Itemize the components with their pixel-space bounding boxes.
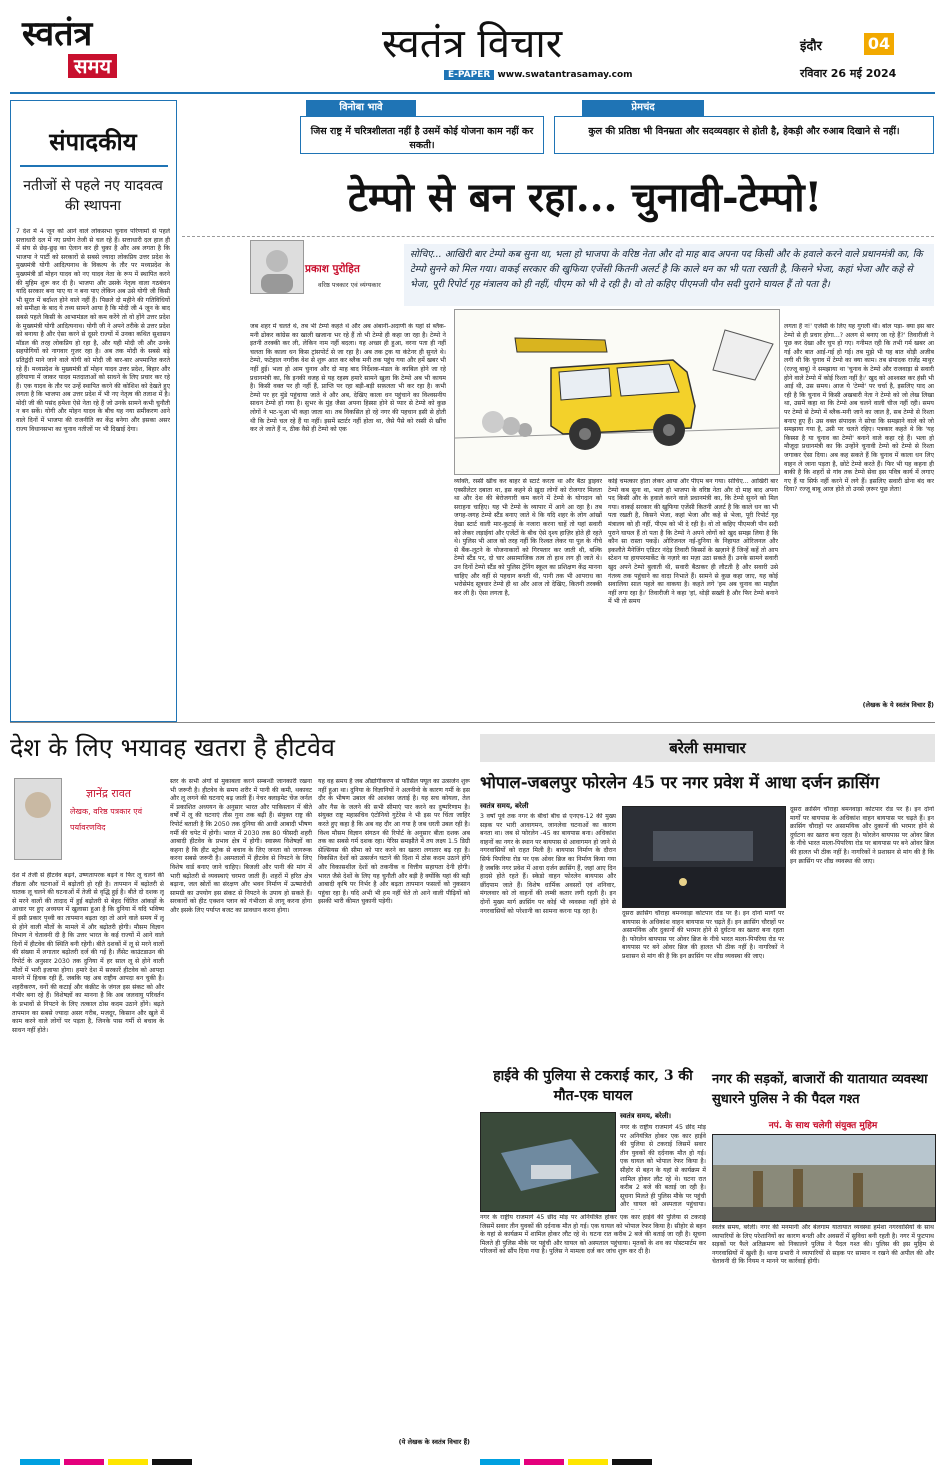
accident-body-more: नगर के राष्ट्रीय राजमार्ग 45 छींद मोड़ पर अनियंत्रित होकर एक कार हाईवे की पुलिया से टकराई जिसमें सवार तीन युवकों की दर्दनाक मौत हो गई। एक घायल को भोपाल रेफर किया है। सीहोर से बहन के यहां से कार्यक्रम में शामिल होकर लौट रहे थे। घटना रात करीब 2 बजे की बताई जा रही है। सूचना मिलते ही पुलिस मौके पर पहुंची और घायल को अस्पताल पहुंचाया। मृतकों के शव का पोस्टमार्टम कर परिजनों को सौंप दिया गया है। पुलिस ने मामला दर्ज कर जांच शुरू कर दी है। <box>480 1214 706 1256</box>
lead-headline: टेम्पो से बन रहा... चुनावी-टेम्पो! <box>347 174 823 221</box>
car-crash-image-icon <box>481 1113 615 1211</box>
heatwave-author-photo <box>14 778 62 860</box>
quote-text-1: जिस राष्ट्र में चरित्रशीलता नहीं है उसमें कोई योजना काम नहीं कर सकती। <box>300 116 544 154</box>
heatwave-author-role: लेखक, वरिष्ठ पत्रकार एवं पर्यावरणविद <box>70 807 143 832</box>
bareilly-lead-body-3: दूसरा क्रासिंग चौराहा बमनवाड़ा कोटपार रोड पर है। इन दोनों मार्गों पर बायपास के अधिकांश वाहन बायपास पर चढ़ते हैं। इन क्रासिंग चौराहों पर असामयिक और दुकानों की भरमार होने से दुर्घटना का खतरा बना रहता है। फोरलेन बायपास पर ओवर ब्रिज के नीचे भारत माला-पिपरिया रोड पर बायपास पर बने ओवर ब्रिज की हालत भी ठीक नहीं है। नागरिकों ने प्रशासन से मांग की है कि इन क्रासिंग पर शीघ्र व्यवस्था की जाए। <box>790 806 934 865</box>
traffic-body: स्वतंत्र समय, बरेली। नगर की मनमानी और बेलगाम यातायात व्यवस्था हमेशा नगरवासियों के साथ व्यापारियों के लिए परेशानियों का कारण बनती और अवसरों में सुविधा बनी रहती है। नगर में फुटपाथ सड़कों पर फैले अतिक्रमण को निकालने पुलिस ने पैदल गश्त की। पुलिस की इस मुहिम से नगरवासियों में खुशी है। थाना प्रभारी ने व्यापारियों से सड़क पर सामान न रखने की अपील की और चेतावनी दी कि नियम न मानने पर कार्रवाई होगी। <box>712 1224 934 1266</box>
section-divider <box>10 722 935 723</box>
newspaper-logo <box>22 14 142 89</box>
traffic-headline: नगर की सड़कों, बाजारों की यातायात व्यवस्था सुधारने पुलिस ने की पैदल गश्त <box>712 1072 928 1107</box>
heatwave-column-3: यह वह समय है जब औद्योगीकरण से फॉसिल फ्यूल का उत्सर्जन शुरू नहीं हुआ था। दुनिया के विज्ञानियों ने अलनीनो के कारण गर्मी के इस दौर के भीषण उबाल की आशंका जताई है। यह सच कोयला, तेल और गैस के जलने की सभी सीमाएं पार करने का दुष्परिणाम है। संयुक्त राष्ट्र महासचिव एंटोनियो गुटेरेस ने भी इस पर चिंता जाहिर करते हुए कहा है कि अब वह दौर आ गया है जब धरती उबल रही है। विश्व मौसम विज्ञान संगठन की रिपोर्ट के अनुसार बीता दशक अब तक का सबसे गर्म दशक रहा। पेरिस समझौते में तय लक्ष्य 1.5 डिग्री सेल्सियस की सीमा को पार करने का खतरा लगातार बढ़ रहा है। विकसित देशों को उत्सर्जन घटाने की दिशा में ठोस कदम उठाने होंगे और विकासशील देशों को तकनीक व वित्तीय सहायता देनी होगी। भारत जैसे देशों के लिए यह चुनौती और बड़ी है क्योंकि यहां की बड़ी आबादी कृषि पर निर्भर है और बढ़ता तापमान फसलों को नुकसान पहुंचा रहा है। यदि अभी भी हम नहीं चेते तो आने वाली पीढ़ियों को इसकी भारी कीमत चुकानी पड़ेगी। <box>318 778 470 906</box>
accident-body: नगर के राष्ट्रीय राजमार्ग 45 छींद मोड़ पर अनियंत्रित होकर एक कार हाईवे की पुलिया से टकराई जिसमें सवार तीन युवकों की दर्दनाक मौत हो गई। एक घायल को भोपाल रेफर किया है। सीहोर से बहन के यहां से कार्यक्रम में शामिल होकर लौट रहे थे। घटना रात करीब 2 बजे की बताई जा रही है। सूचना मिलते ही पुलिस मौके पर पहुंची और घायल को अस्पताल पहुंचाया। <box>620 1124 706 1209</box>
accident-dateline: स्वतंत्र समय, बरेली। <box>620 1112 672 1120</box>
lead-intro: सोचिए... आखिरी बार टेम्पो कब सुना था, भला हो भाजपा के वरिष्ठ नेता और दो माह बाद अपना पद किसी और के हवाले करने वाले प्रधानमंत्री का, कि टेम्पो सुनने को मिल गया। वाकई सरकार की खुफिया एजेंसी कितनी अलर्ट है कि काले धन का भी पता रखती है, किसने भेजा, कहां भेजा और कहे से भेजा, पूरी रिपोर्ट गृह मंत्रालय को ही नहीं, पीएम को भी दे रही है। वो तो कहिए पीएमजी पौन सदी पुराने घायल हैं तो पता है। <box>404 244 934 306</box>
traffic-photo <box>712 1134 936 1222</box>
lead-column-3: कोई चमत्कार होता लेकर आया और पीएम बन गया। सोचिए... आखिरी बार टेम्पो कब सुना था, भला हो भाजपा के वरिष्ठ नेता और दो माह बाद अपना पद किसी और के हवाले करने वाले प्रधानमंत्री का, कि टेम्पो सुनने को मिल गया। वाकई सरकार की खुफिया एजेंसी कितनी अलर्ट है कि काले धन का भी पता रखती है, किसने भेजा, कहां भेजा और कहे से भेजा, पूरी रिपोर्ट गृह मंत्रालय को ही नहीं, पीएम को भी दे रही है। वो तो कहिए पीएमजी पौन सदी पुराने घायल हैं तो पता है कि टेम्पो ने अपने लोगों को खुद समझ लिया है कि कौन सा रास्ता पकड़ें। ओरिजनल नई-दुनिया के निहायत ओरिजनल और इकलौते मैनेजिंग एडिटर नंदेड़ तिवारी किस्सों के खज़ाने हैं जिन्हें कहें तो आप स्टेशन या हायपरमार्केट के नज़ारे का मज़ा उठा सकते हैं। उनके सामने सवारी खुद अपने टेम्पो बुलाती थी, सवारी बैठाकर ही लौटती है और सवारी उसे गंतव्य तक पहुंचाने का वादा निभाते हैं। सामने से कुछ कहा जाए, यह कोई सवालिया साल पहले का वाकया है। कहते लगे 'हम अब चुनाव का माहौल नहीं लगा रहा है।' तिवारीजी ने कहा 'हां, थोड़ी सख्ती है और फिर टेम्पो बनाने में भी तो समय <box>608 478 778 606</box>
lead-column-2: व्यक्ति, रस्सी खींच कर बाहर से स्टार्ट करता था और बैठा ड्राइवर एक्सीलेटर दबाता था, इस कहने से ख़ुदा लोगों को रोजगार मिलता था और देश की बेरोजगारी कम करने में टेम्पो के योगदान को सराहना चाहिए। यह भी टेम्पो के व्यापार में आगे आ रहा है। तब जगह-जगह टेम्पो स्टैंड बनाए जाते थे कि यदि शहर के लोग आंखों देखा स्टार्ट वाली मार-कुटाई के नजारा करना चाहें तो यहां सवारी को लेकर लड़ाईयां और एजेंटों के बीच ऐसे दृश्य हाज़िर होते ही रहते थे। पुलिस भी आज को तरह नहीं कि रिश्वत लेकर या पूल के नीचे से बैंक-लूटने के योजनाकारों को गिरफ्तार कर जाती थी, बल्कि टेम्पो स्टैंड पर, दो चार असामाजिक तत्व तो हाथ लग ही जाते थे। उन दिनों टेम्पो स्टैंड को पुलिस ट्रेनिंग स्कूल का प्रशिक्षण केंद्र मानना चाहिए और वहीं से पहचान बनती थी, पानी तक भी आपराध का भरोसेमंद सूत्रधार टेम्पो ही था और आज तो देखिए, कितनी तरक्की कर ली है। ऐसा लगता है, <box>454 478 602 597</box>
author-name: प्रकाश पुरोहित <box>305 263 360 275</box>
editorial-rule <box>20 165 168 167</box>
bareilly-lead-headline: भोपाल-जबलपुर फोरलेन 45 पर नगर प्रवेश में आधा दर्जन क्रासिंग <box>480 773 880 792</box>
bridge-image-icon <box>623 807 785 907</box>
epaper-link[interactable] <box>444 70 633 80</box>
issue-date: रविवार 26 मई 2024 <box>800 67 897 80</box>
epaper-tag: E-PAPER <box>444 70 494 80</box>
print-color-bar <box>0 1452 945 1462</box>
police-patrol-image-icon <box>713 1135 935 1221</box>
quote-author-2: प्रेमचंद <box>582 100 704 116</box>
heatwave-column-2: स्तर के सभी अंगों से मुकाबला करने सम्बन्धी जानकारी रखना भी जरूरी है। हीटवेव के समय शरीर में पानी की कमी, थकावट और लू लगने की घटनाएं बढ़ जाती हैं। नेचर क्लाइमेट चेंज जर्नल में प्रकाशित अध्ययन के अनुसार भारत और पाकिस्तान में बीते वर्षों में लू की घटनाएं तीस गुना तक बढ़ी हैं। संयुक्त राष्ट्र की रिपोर्ट बताती है कि 2050 तक दुनिया की आधी आबादी भीषण गर्मी की चपेट में होगी। भारत में 2030 तक 80 फीसदी शहरी आबादी हीटवेव के प्रभाव क्षेत्र में होगी। स्वास्थ्य विशेषज्ञों का कहना है कि हीट स्ट्रोक से बचाव के लिए जनता को जागरूक करना सबसे जरूरी है। अस्पतालों में हीटवेव से निपटने के लिए विशेष वार्ड बनाए जाने चाहिए। बिजली और पानी की मांग में भारी बढ़ोतरी से व्यवस्थाएं चरमरा जाती हैं। शहरों में हरित क्षेत्र बढ़ाना, जल स्रोतों का संरक्षण और भवन निर्माण में ऊष्मारोधी सामग्री का उपयोग इस संकट से निपटने के उपाय हो सकते हैं। सरकारों को हीट एक्शन प्लान को गंभीरता से लागू करना होगा और इसके लिए पर्याप्त बजट का प्रावधान करना होगा। <box>170 778 312 914</box>
bareilly-bridge-photo <box>622 806 786 908</box>
lead-column-4: लगता है न!' एजेंसी के लिए यह गुगली थी। बोल पड़ा- क्या इस बार टेम्पो से ही प्रचार होगा...? अलग से बनाए जा रहे हैं?' तिवारीजी ने पूछ कर देखा और चुप हो गए। गनीमत रही कि तभी गर्म खबर आ गई और बात आई-गई हो गई। तब मुझे भी यह बात थोड़ी अजीब लगी थी कि चुनाव में टेम्पो का क्या काम। तब संपादक राजेंद्र माथुर (रज्जू बाबू) ने समझाया था 'चुनाव के टेम्पो और राजवाड़ा से सवारी होने वाले टेम्पो में कोई रिश्ता नहीं है।' खुद को आश्वस्त कर हंसी भी आई थी, उस समय। आज ये 'टेम्पो' पर चर्चा है, इसलिए याद आ रही है कि चुनाव में किसी अखबारी नेता ने टेम्पो को जो लेख लिखा था, उसमें कहा था कि टेम्पो अब चलने वाली चीज नहीं रही। समय पर टेम्पो से टेम्पो में ब्लैक-मनी जाने का जाल है, सब टेम्पो से रिश्ता बनाए हुए हैं। उस वक्त संपादक ने सोचा कि समझाने वाले को जो समझाया गया है, उसी पर चलते रहिए। पत्रकार कहते थे कि 'यह किस्सा है या चुनाव का टेम्पो' बनाने वाले कहा रहे हैं। भला हो मौजूदा प्रधानमंत्री का कि उन्होंने चुनावी टेम्पो को टेम्पो से रिश्ता जगाकर ऐसा दिया। अब कह सकते हैं कि चुनाव में काला धन लिए वाहन ले जाना पड़ता है, छोटे टेम्पो करते हैं। फिर भी यह कहना ही बाकी है कि शहरों से गांव तक टेम्पो सेवा इस पवित्र कार्य में लगाए गए हैं या सिर्फ नहीं करने में लगे हैं। इसलिए सवारी ढोना बंद कर दिया? रज्जू बाबू आज होते तो उनसे ज़रूर पूछ लेता! <box>784 323 934 494</box>
page-number: 04 <box>864 33 894 55</box>
bareilly-lead-body-2: दूसरा क्रासिंग चौराहा बमनवाड़ा कोटपार रोड पर है। इन दोनों मार्गों पर बायपास के अधिकांश वाहन बायपास पर चढ़ते हैं। इन क्रासिंग चौराहों पर असामयिक और दुकानों की भरमार होने से दुर्घटना का खतरा बना रहता है। फोरलेन बायपास पर ओवर ब्रिज के नीचे भारत माला-पिपरिया रोड पर बायपास पर बने ओवर ब्रिज की हालत भी ठीक नहीं है। नागरिकों ने प्रशासन से मांग की है कि इन क्रासिंग पर शीघ्र व्यवस्था की जाए। <box>622 910 784 960</box>
author-portrait-icon <box>251 241 303 293</box>
lead-credit: (लेखक के ये स्वतंत्र विचार हैं) <box>862 701 934 709</box>
quote-author-1: विनोबा भावे <box>306 100 416 116</box>
accident-photo <box>480 1112 616 1212</box>
bareilly-lead-body: 3 वर्षों पूर्व तक नगर के बीचों बीच से एनएच-12 की मुख्य सड़क पर भारी आवागमन, जानलेवा घटनाओं का कारण बनता था। जब से फोरलेन -45 का बायपास बना। अधिकांश वाहनों का नगर के स्थान पर बायपास से आवागमन हो जाने से नगरवासियों को राहत मिली है। बायपास निर्माण के दौरान सिर्फ पिपरिया रोड पर एक ओवर ब्रिज का निर्माण किया गया है जबकि नगर प्रवेश में आधा दर्जन क्रासिंग हैं, जहां आए दिन हादसे होते रहते हैं। स्केडो वाहन फोरलेन बायपास और छींदपाम जाते हैं। विशेष धार्मिक अवसरों एवं शनिवार, मंगलवार को तो वाहनों की लम्बी कतार लगी रहती है। इन दोनों मुख्य मार्ग क्रासिंग पर कोई भी व्यवस्था नहीं होने से नगरवासियों को परेशानी का सामना करना पड़ रहा है। <box>480 813 616 915</box>
heatwave-author-name: ज्ञानेंद्र रावत <box>86 787 132 800</box>
quote-text-2: कुल की प्रतिष्ठा भी विनम्रता और सदव्यवहार से होती है, हेकड़ी और रुआब दिखाने से नहीं। <box>554 116 934 154</box>
editorial-body: 7 देश में 4 जून को आने वाले लोकसभा चुनाव परिणामों से पहले सत्ताधारी दल में नए प्रयोग तेजी से चल रहे हैं। सत्ताधारी दल हाल ही में संघ से छेड़-छुड़ का ऐलान कर ही चुका है और अब लगता है कि भाजपा ने पार्टी को सरकारों से सबसे ज्यादा लोकप्रिय उत्तर प्रदेश के मुख्यमंत्री योगी आदित्यनाथ के विकल्प के तौर पर मध्यप्रदेश के मुख्यमंत्री डॉ मोहन यादव को नए यादव नेता के रूप में स्थापित करने की मुहिम शुरू कर दी है। भाजपा और उसके नेतृत्व वाला गठबंधन यादि सरकार बना पाए या न बना पाए लेकिन अब उसे योगी जी किसी भी सूरत में बर्दाश्त होने वाले नहीं हैं। पिछले दो महीने की गतिविधियों को समीक्षा के बाद ये तथ्य सामने आया है कि मोदी जी 4 जून के बाद सबसे पहले किसी के आभामंडल को कम करेंगे तो वो होंगे उत्तर प्रदेश के मुख्यमंत्री योगी आदित्यनाथ। योगी जी ने अपने तरीके से उत्तर प्रदेश को बनाया है और ऐसा करने से दूसरे राज्यों में उनका कथित सुशासन मॉडल की तरह लोकप्रिय हो रहा है, और यही मोदी जी और उनके सहयोगियों को नागवार गुजर रहा है। अब तक मोदी के सबसे बड़े प्रतिद्वंदी माने जाने वाले योगी को मोदी जी बार-बार अपमानित करते रहे हैं। मध्यप्रदेश के मुख्यमंत्री डॉ मोहन यादव उत्तर प्रदेश, बिहार और हरियाणा में जाकर यादव मतदाताओं को साधने के लिए प्रचार कर रहे हैं। एक यादव के तौर पर उन्हें स्थापित करने की कोशिश को देखते हुए लगता है कि भाजपा अब उत्तर प्रदेश में भी नए नेतृत्व की तलाश में है। मोदी जी की पसंद हमेशा ऐसे नेता रहे हैं जो उनके सामने कभी चुनौती न बन सकें। योगी और मोहन यादव के बीच यह नया समीकरण आने वाले दिनों में भाजपा की राजनीति का केंद्र बनेगा और इसका असर राज्य विधानसभा का चुनाव नतीजों पर भी दिखाई देगा। <box>16 228 170 433</box>
author-portrait-icon <box>15 779 61 859</box>
heatwave-credit: (ये लेखक के स्वतंत्र विचार हैं) <box>398 1438 470 1446</box>
masthead-divider <box>10 92 935 94</box>
lead-divider <box>182 236 934 237</box>
logo-bottom-text: समय <box>68 54 117 78</box>
bareilly-section-title: बरेली समाचार <box>480 734 935 762</box>
author-photo <box>250 240 304 294</box>
editorial-headline: नतीजों से पहले नए यादवत्व की स्थापना <box>23 178 163 214</box>
heatwave-column-1: देश में तेजी से हीटवेव बढ़ने, उष्णतापरक बढ़ने व फिर लू चलने की तीव्रता और घटनाओं में बढ़ोतरी हो रही है। तापमान में बढ़ोतरी से घातक लू चलने की घटनाओं में तेजी से वृद्धि हुई है। बीते दो दशक लू से मरने वालों की तादाद में हुई बढ़ोतरी से बेहद चिंतित आंकड़ों के आधार पर हुए अध्ययन में खुलासा हुआ है कि दुनिया में यदि भविष्य में इसी प्रकार पृथ्वी का तापमान बढ़ता रहा तो आने वाले समय में लू से होने वाली मौतों के मामले में और बढ़ोतरी होगी। मौसम विज्ञान विभाग ने चेतावनी दी है कि उत्तर भारत के कई राज्यों में आने वाले दिनों में हीटवेव की स्थिति बनी रहेगी। बीते दशकों में लू से मरने वालों की संख्या में लगातार बढ़ोतरी दर्ज की गई है। लैंसेट काउंटडाउन की रिपोर्ट के अनुसार 2030 तक दुनिया में हर साल लू से होने वाली मौतों में भारी इजाफा होगा। हमारे देश में सरकारें हीटवेव को आपदा मानने में हिचक रही हैं, जबकि यह अब राष्ट्रीय आपदा बन चुकी है। शहरीकरण, वनों की कटाई और कंक्रीट के जंगल इस संकट को और गंभीर बना रहे हैं। विशेषज्ञों का मानना है कि अब जलवायु परिवर्तन के प्रभावों से निपटने के लिए तत्काल ठोस कदम उठाने होंगे। बढ़ते तापमान का सबसे ज्यादा असर गरीब, मजदूर, किसान और खुले में काम करने वाले लोगों पर पड़ता है, जिनके पास गर्मी से बचाव के साधन नहीं होते। <box>12 872 164 1034</box>
heatwave-headline: देश के लिए भयावह खतरा है हीटवेव <box>10 733 335 762</box>
color-registration-icon <box>0 1457 945 1467</box>
logo-top-text: स्वतंत्र <box>22 14 93 54</box>
editorial-section-title: संपादकीय <box>49 127 137 156</box>
page-title: स्वतंत्र विचार <box>382 21 563 67</box>
lead-column-1: जब शहर में चलते थे, तब भी टेम्पो कहते थे और अब अंबानी-अदाणी के यहां से ब्लैक-मनी ढोकर कांग्रेस का खाली खजाना भर रहे हैं तो भी टेम्पो ही कहा जा रहा है। टेम्पो ने इतनी तरक्की कर ली, लेकिन नाम नहीं बदला। यह अच्छा ही हुआ, वरना पता ही नहीं चलता कि काला धन किस ट्रांसपोर्ट से जा रहा है। अब तक ट्रक या कंटेनर ही सुनते थे। टेम्पो, फटेहाल नगरीक वेश से शुरू आत कर ब्लैक मनी तक पहुंच गया और हमें खबर भी नहीं हुई। भला हो आम चुनाव और दो माह बाद निर्देशक-मंडल के काबिल होने जा रहे प्रधानमंत्री का, कि इनकी वजह से यह रहस्य हमारे सामने खुला कि टेम्पो अब भी कायम है। किसी वक्त पर ही नहीं हैं, प्राप्ति पर रहा बड़ी-बड़ी सफ़लता भी कर रहा है। कभी टेम्पो पर हर मुंडे पहुंचाया जाते थे और अब, देखिए काला धन पहुंचाने का विश्वसनीय साधन टेम्पो हो गया है। सुभर के मुंह जैसा अपना हिस्सा होने से प्यार से टेम्पो को कुछ लोगों ने भट-भुआ भी कहा जाता था। तब विकसित हो रहे नगर की पहचान इसी से होती थी कि टेम्पो चल रहे हैं या नहीं। इसमें स्टार्टर नहीं होता था, जैसे पैसे को रस्सी से खींच कर ले जाते हैं न, ठीक वैसे ही टेम्पो को एक <box>250 323 446 434</box>
site-url[interactable]: www.swatantrasamay.com <box>497 70 633 80</box>
tempo-cartoon-icon <box>455 310 779 474</box>
author-role: वरिष्ठ पत्रकार एवं व्यंग्यकार <box>318 281 381 289</box>
bareilly-lead-dateline: स्वतंत्र समय, बरेली <box>480 802 529 810</box>
accident-headline: हाईवे की पुलिया से टकराई कार, 3 की मौत-एक घायल <box>493 1068 693 1104</box>
edition-city: इंदौर <box>800 39 822 54</box>
traffic-subheadline: नपं. के साथ चलेगी संयुक्त मुहिम <box>768 1121 878 1131</box>
tempo-cartoon <box>454 309 780 475</box>
